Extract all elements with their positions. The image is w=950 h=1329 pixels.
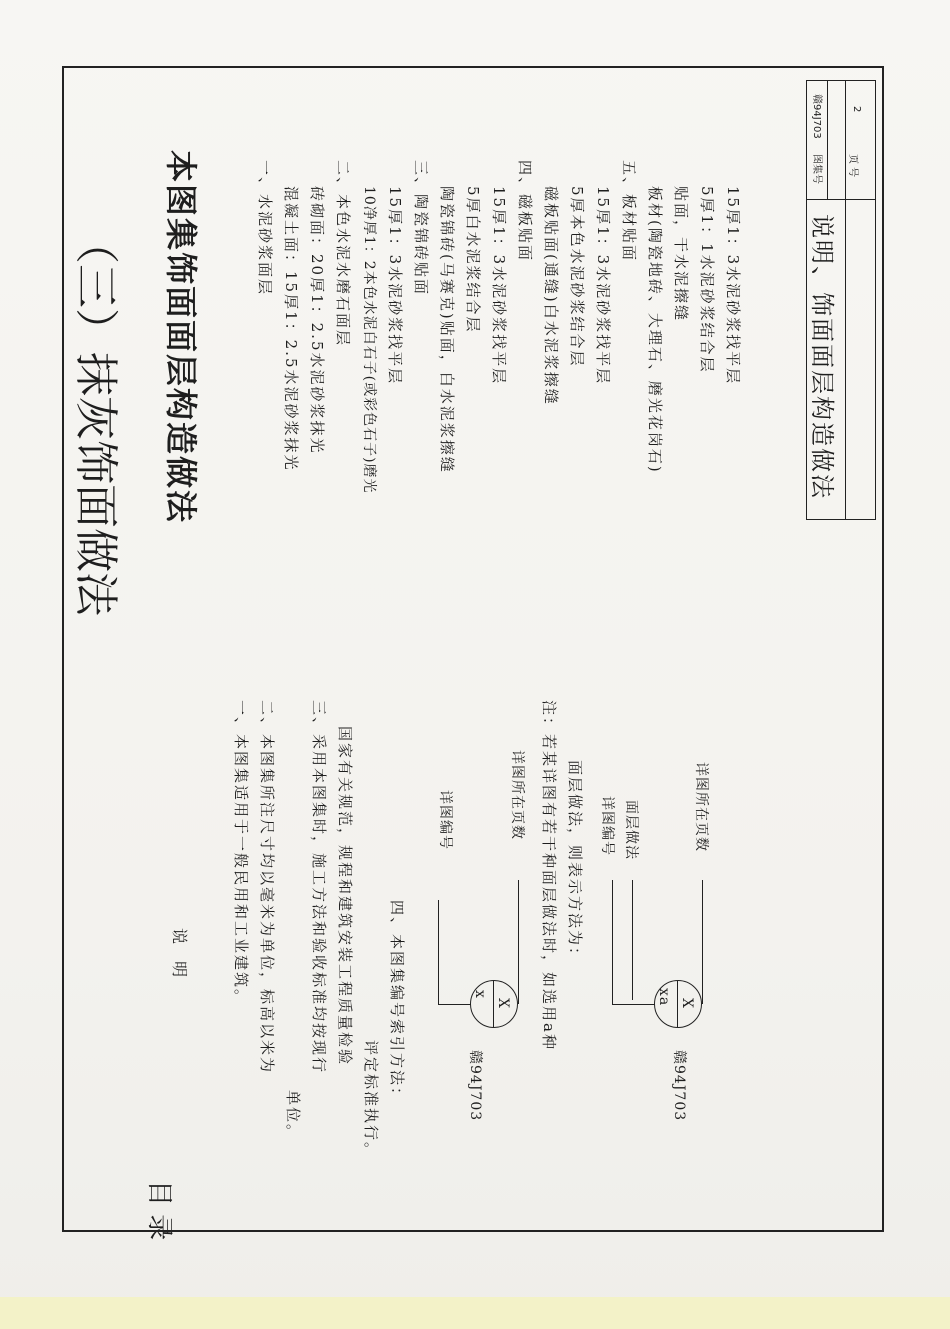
method-1-line-2: 砖砌面：20厚1：2.5水泥砂浆抹光 <box>308 186 326 455</box>
index-a-bottom-symbol: X <box>495 998 511 1009</box>
method-3-line-2: 5厚白水泥浆结合层 <box>464 186 482 334</box>
index-a-leader-1-h <box>438 1004 471 1005</box>
index-b-label-layer: 面层做法 <box>623 800 639 860</box>
method-1-heading: 一、水泥砂浆面层 <box>256 160 274 297</box>
page-title: 本图集饰面面层构造做法 <box>162 150 200 525</box>
method-1-line-1: 混凝土面：15厚1：2.5水泥砂浆抹光 <box>282 186 300 472</box>
page-label: 页 号 <box>847 154 858 178</box>
method-5-line-1: 板材(陶瓷地砖、大理石、磨光花岗石) <box>646 186 664 474</box>
index-b-leader-1-h <box>612 1004 655 1005</box>
method-4-line-3: 15厚1：3水泥砂浆找平层 <box>594 186 612 386</box>
ghost-index-word: 目 录 <box>144 1180 174 1241</box>
method-2-heading: 二、本色水泥水磨石面层 <box>334 160 352 348</box>
index-a-leader-2 <box>518 880 519 1004</box>
method-4-line-1: 磁板贴面(通缝)白水泥浆擦缝 <box>542 186 560 406</box>
index-b-bottom-symbol: X <box>679 998 695 1009</box>
note-b: 面层做法，则表示方法为： <box>566 760 584 965</box>
method-5-heading: 五、板材贴面 <box>620 160 638 263</box>
index-a-label-detail: 详图编号 <box>437 790 453 850</box>
method-5-line-4: 15厚1：3水泥砂浆找平层 <box>724 186 742 386</box>
note-3b: 国家有关规范，规程和建筑安装工程质量检验 <box>336 726 354 1067</box>
ghost-heading: （三）抹灰饰面做法 <box>70 220 121 616</box>
method-3-line-3: 15厚1：3水泥砂浆找平层 <box>490 186 508 386</box>
index-b-leader-3 <box>702 880 703 1004</box>
note-3a: 三、采用本图集时，施工方法和验收标准均按现行 <box>310 700 328 1075</box>
index-a-top-symbol: x <box>472 990 488 999</box>
method-2-line-1: 10净厚1：2本色水泥白石子(或彩色石子)磨光 <box>361 186 377 494</box>
section-heading: 说 明 <box>170 928 189 984</box>
title-block-title: 说明、饰面面层构造做法 <box>808 214 836 500</box>
method-2-line-2: 15厚1：3水泥砂浆找平层 <box>386 186 404 386</box>
note-1: 一、本图集适用于一般民用和工业建筑。 <box>232 700 250 1007</box>
index-a-prefix: 赣94J703 <box>467 1050 483 1122</box>
index-b-leader-2 <box>632 880 633 1000</box>
bottom-page-strip <box>0 1297 950 1329</box>
index-b-leader-1 <box>612 880 613 1004</box>
note-2a: 二、本图集所注尺寸均以毫米为单位，标高以米为 <box>258 700 276 1075</box>
method-3-line-1: 陶瓷锦砖(马赛克)贴面，白水泥浆擦缝 <box>438 186 456 474</box>
title-block-info-divider <box>827 80 828 200</box>
index-b-label-page: 详图所在页数 <box>693 762 709 852</box>
note-4: 四、本图集编号索引方法： <box>388 900 406 1105</box>
method-3-heading: 三、陶瓷锦砖贴面 <box>412 160 430 297</box>
index-b-top-symbol: xa <box>656 988 672 1007</box>
method-4-line-2: 5厚本色水泥砂浆结合层 <box>568 186 586 368</box>
index-a-leader-1 <box>438 900 439 1004</box>
note-a: 注：若某详图有若干种面层做法时，如选用a种 <box>540 700 558 1051</box>
page-number: 2 <box>851 106 862 113</box>
atlas-label: 图集号 <box>811 154 822 184</box>
method-4-heading: 四、磁板贴面 <box>516 160 534 263</box>
method-5-line-3: 5厚1：1水泥砂浆结合层 <box>698 186 716 374</box>
index-b-prefix: 赣94J703 <box>671 1050 687 1122</box>
index-a-label-page: 详图所在页数 <box>509 750 525 840</box>
note-2b: 单位。 <box>284 1090 302 1142</box>
index-b-label-detail: 详图编号 <box>599 796 615 856</box>
note-3c: 评定标准执行。 <box>362 1040 380 1160</box>
atlas-number: 赣94J703 <box>811 94 822 139</box>
method-5-line-2: 贴面，干水泥擦缝 <box>672 186 690 323</box>
